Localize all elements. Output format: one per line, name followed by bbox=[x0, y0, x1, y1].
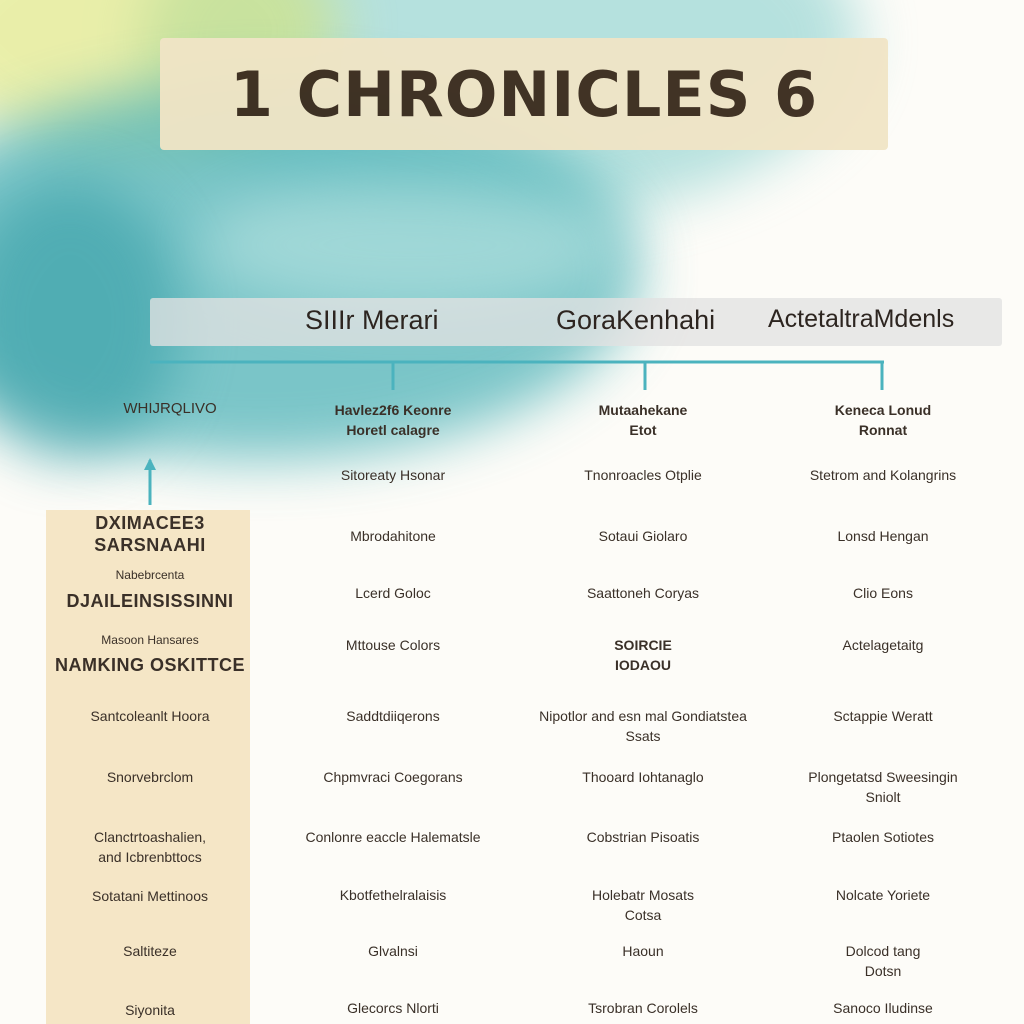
left-label: WHIJRQLIVO bbox=[123, 400, 217, 417]
table-cell-col3-line: Actelagetaitg bbox=[842, 637, 924, 653]
side-panel-entry-line: Masoon Hansares bbox=[101, 633, 199, 647]
table-cell-col1-line: Havlez2f6 Keonre bbox=[334, 402, 452, 418]
table-cell-col1 bbox=[355, 583, 430, 603]
column-header-1: SIIIr Merari bbox=[305, 305, 439, 335]
table-cell-col1-line: Mttouse Colors bbox=[345, 637, 441, 653]
table-cell-col2-line: Nipotlor and esn mal Gondiatstea bbox=[539, 708, 747, 724]
table-cell-col2-line: Cotsa bbox=[624, 907, 662, 923]
table-cell-col3 bbox=[837, 526, 928, 546]
side-panel-entry-line: Snorvebrclom bbox=[106, 769, 194, 785]
table-cell-col3 bbox=[836, 885, 930, 905]
title-band bbox=[160, 38, 888, 150]
table-cell-col2 bbox=[587, 583, 699, 603]
table-cell-col3-line: Sniolt bbox=[865, 789, 901, 805]
side-panel-entry bbox=[90, 706, 209, 726]
side-panel-entry bbox=[107, 767, 193, 787]
table-cell-col2 bbox=[599, 400, 688, 440]
table-cell-col1 bbox=[346, 706, 439, 726]
side-panel-entry bbox=[94, 512, 206, 556]
table-cell-col1-line: Glecorcs Nlorti bbox=[347, 1000, 439, 1016]
table-cell-col3 bbox=[835, 400, 931, 440]
table-cell-col2-line: Holebatr Mosats bbox=[592, 887, 694, 903]
table-cell-col3-line: Ptaolen Sotiotes bbox=[832, 829, 934, 845]
table-cell-col3 bbox=[833, 706, 932, 726]
side-panel-entry-line: Santcoleanlt Hoora bbox=[90, 708, 210, 724]
table-cell-col1 bbox=[340, 885, 447, 905]
table-cell-col3-line: Lonsd Hengan bbox=[837, 528, 929, 544]
table-cell-col3 bbox=[853, 583, 913, 603]
table-cell-col3 bbox=[833, 998, 933, 1018]
page-title: 1 CHRONICLES 6 bbox=[229, 57, 819, 131]
table-cell-col1-line: Chpmvraci Coegorans bbox=[323, 769, 463, 785]
table-cell-col2-line: Etot bbox=[629, 422, 657, 438]
table-cell-col1-line: Conlonre eaccle Halematsle bbox=[305, 829, 481, 845]
side-panel-entry-line: Nabebrcenta bbox=[115, 568, 185, 582]
side-panel-entry bbox=[94, 827, 206, 867]
side-panel-entry-line: Siyonita bbox=[125, 1002, 175, 1018]
table-cell-col3-line: Plongetatsd Sweesingin bbox=[808, 769, 958, 785]
table-cell-col1 bbox=[335, 400, 452, 440]
table-cell-col3-line: Dolcod tang bbox=[845, 943, 921, 959]
table-cell-col1 bbox=[350, 526, 436, 546]
table-cell-col2-line: SOIRCIE bbox=[614, 637, 672, 653]
column-header-3: ActetaltraMdenls bbox=[768, 305, 955, 333]
table-cell-col1 bbox=[305, 827, 480, 847]
table-cell-col2 bbox=[539, 706, 747, 746]
table-cell-col1 bbox=[347, 998, 439, 1018]
side-panel-entry bbox=[116, 566, 185, 584]
table-cell-col1-line: Glvalnsi bbox=[368, 943, 418, 959]
table-cell-col2 bbox=[587, 827, 700, 847]
table-cell-col2 bbox=[582, 767, 703, 787]
table-cell-col1-line: Horetl calagre bbox=[346, 422, 440, 438]
table-cell-col2-line: Mutaahekane bbox=[598, 402, 688, 418]
table-cell-col3-line: Sanoco Iludinse bbox=[833, 1000, 933, 1016]
table-cell-col1-line: Saddtdiiqerons bbox=[346, 708, 440, 724]
table-cell-col2 bbox=[622, 941, 663, 961]
table-cell-col2-line: IODAOU bbox=[614, 657, 671, 673]
table-cell-col3 bbox=[846, 941, 921, 981]
table-cell-col2 bbox=[588, 998, 698, 1018]
table-cell-col3 bbox=[808, 767, 957, 807]
table-cell-col1-line: Mbrodahitone bbox=[350, 528, 436, 544]
table-cell-col1-line: Lcerd Goloc bbox=[355, 585, 431, 601]
side-panel-entry-line: and Icbrenbttocs bbox=[98, 849, 202, 865]
watercolor-wash bbox=[200, 180, 620, 310]
table-cell-col3 bbox=[810, 465, 956, 485]
table-cell-col2 bbox=[599, 526, 688, 546]
table-cell-col2 bbox=[592, 885, 694, 925]
side-panel-entry-line: NAMKING OSKITTCE bbox=[55, 655, 245, 675]
table-cell-col3-line: Nolcate Yoriete bbox=[835, 887, 931, 903]
side-panel-entry bbox=[125, 1000, 175, 1020]
table-cell-col3 bbox=[843, 635, 924, 655]
table-cell-col1 bbox=[341, 465, 445, 485]
table-cell-col3-line: Stetrom and Kolangrins bbox=[809, 467, 957, 483]
side-panel-entry-line: SARSNAAHI bbox=[94, 535, 206, 555]
table-cell-col3 bbox=[832, 827, 934, 847]
side-panel-entry bbox=[92, 886, 208, 906]
table-cell-col2-line: Sotaui Giolaro bbox=[598, 528, 688, 544]
side-panel-entry-line: Saltiteze bbox=[123, 943, 177, 959]
table-cell-col1 bbox=[368, 941, 418, 961]
column-header-2: GoraKenhahi bbox=[556, 305, 716, 335]
side-panel-entry bbox=[55, 654, 245, 676]
table-cell-col2-line: Cobstrian Pisoatis bbox=[586, 829, 700, 845]
table-cell-col2-line: Haoun bbox=[622, 943, 664, 959]
side-panel-entry bbox=[66, 590, 233, 612]
side-panel-entry bbox=[101, 631, 198, 649]
side-panel-entry-line: Sotatani Mettinoos bbox=[92, 888, 208, 904]
table-cell-col2-line: Thooard Iohtanaglo bbox=[582, 769, 704, 785]
side-panel-entry-line: Clanctrtoashalien, bbox=[93, 829, 207, 845]
arrow-up-icon bbox=[144, 458, 156, 470]
table-cell-col1-line: Sitoreaty Hsonar bbox=[340, 467, 446, 483]
table-cell-col1 bbox=[323, 767, 462, 787]
table-cell-col3-line: Ronnat bbox=[858, 422, 908, 438]
table-cell-col2-line: Ssats bbox=[625, 728, 661, 744]
table-cell-col1 bbox=[346, 635, 440, 655]
table-cell-col3-line: Keneca Lonud bbox=[834, 402, 932, 418]
table-cell-col3-line: Clio Eons bbox=[853, 585, 913, 601]
side-panel-entry-line: DXIMACEE3 bbox=[95, 513, 205, 533]
table-cell-col2-line: Tsrobran Corolels bbox=[588, 1000, 698, 1016]
table-cell-col3-line: Sctappie Weratt bbox=[833, 708, 933, 724]
table-cell-col2 bbox=[584, 465, 702, 485]
table-cell-col2 bbox=[614, 635, 672, 675]
side-panel-entry bbox=[123, 941, 177, 961]
side-panel-entry-line: DJAILEINSISSINNI bbox=[66, 591, 234, 611]
table-cell-col3-line: Dotsn bbox=[864, 963, 902, 979]
table-cell-col2-line: Tnonroacles Otplie bbox=[584, 467, 702, 483]
table-cell-col1-line: Kbotfethelralaisis bbox=[339, 887, 447, 903]
table-cell-col2-line: Saattoneh Coryas bbox=[586, 585, 700, 601]
